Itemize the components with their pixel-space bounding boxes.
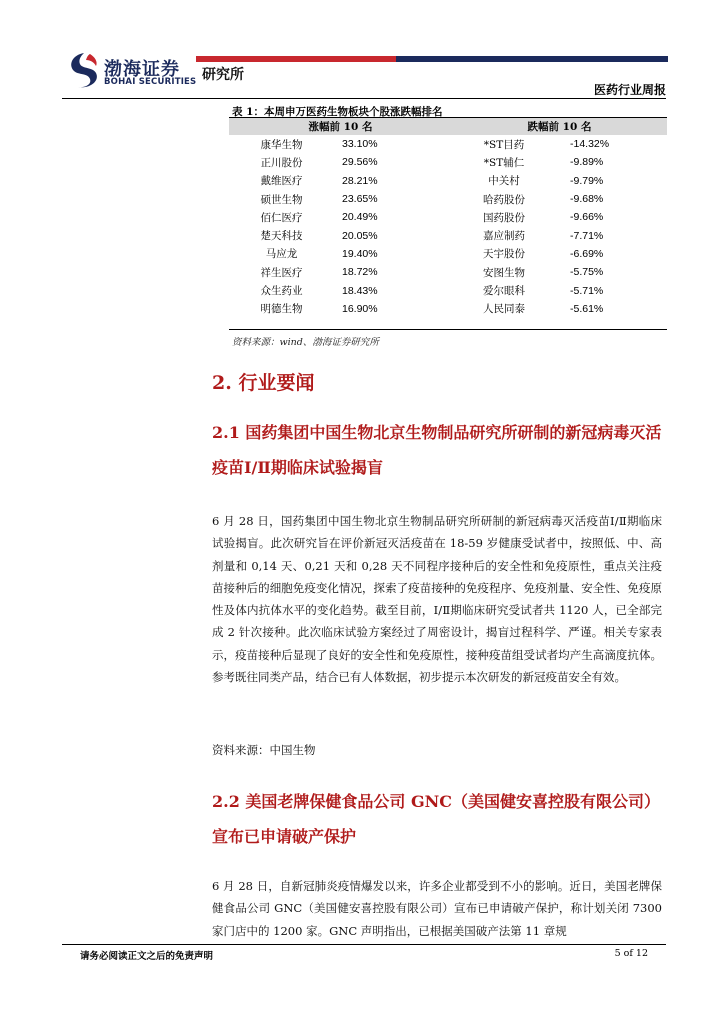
gainer-name: 戴维医疗 — [260, 175, 303, 188]
table-row — [229, 153, 667, 171]
gainer-change: 23.65% — [342, 193, 378, 206]
loser-name: *ST辅仁 — [483, 156, 525, 169]
gainer-change: 18.72% — [342, 266, 378, 279]
gainer-name: 正川股份 — [260, 156, 303, 169]
loser-change: -9.79% — [570, 174, 604, 187]
table-source: 资料来源：wind、渤海证券研究所 — [232, 337, 379, 348]
header-divider — [62, 98, 666, 99]
gainer-name: 祥生医疗 — [260, 266, 303, 279]
loser-change: -5.61% — [570, 302, 604, 315]
subsection-2-title: 2.2 美国老牌保健食品公司 GNC（美国健安喜控股有限公司）宣布已申请破产保护 — [212, 792, 661, 846]
loser-change: -6.69% — [570, 247, 604, 260]
loser-name: 中关村 — [488, 175, 520, 188]
header-color-band — [196, 56, 668, 62]
loser-name: 爱尔眼科 — [483, 285, 525, 298]
loser-name: 天宇股份 — [483, 248, 525, 261]
loser-change: -7.71% — [570, 229, 604, 242]
loser-change: -14.32% — [570, 138, 610, 151]
page-number: 5 of 12 — [614, 948, 648, 959]
gainer-name: 众生药业 — [260, 285, 303, 298]
stock-ranking-table — [229, 118, 667, 318]
table-caption: 表 1：本周申万医药生物板块个股涨跌幅排名 — [232, 106, 443, 118]
table-row — [229, 208, 667, 226]
gainers-header: 涨幅前 10 名 — [229, 118, 452, 135]
table-row — [229, 300, 667, 318]
gainer-name: 硕世生物 — [260, 193, 303, 206]
loser-name: 人民同泰 — [483, 303, 525, 316]
table-bottom-rule — [229, 329, 667, 330]
loser-change: -9.89% — [570, 156, 604, 169]
table-row — [229, 172, 667, 190]
section-title: 2. 行业要闻 — [212, 372, 315, 394]
loser-name: *ST目药 — [483, 138, 525, 151]
footer-disclaimer: 请务必阅读正文之后的免责声明 — [80, 951, 214, 962]
gainer-name: 楚天科技 — [260, 230, 303, 243]
gainer-change: 18.43% — [342, 284, 378, 297]
gainer-change: 16.90% — [342, 302, 378, 315]
loser-name: 哈药股份 — [483, 193, 525, 206]
subsection-1-title: 2.1 国药集团中国生物北京生物制品研究所研制的新冠病毒灭活疫苗Ⅰ/Ⅱ期临床试验揭盲 — [212, 423, 662, 477]
subsection-2-body: 6 月 28 日，自新冠肺炎疫情爆发以来，许多企业都受到不小的影响。近日，美国老牌保健食品公司 GNC（美国健安喜控股有限公司）宣布已申请破产保护，称计划关闭 7300 家门店中的 1200 家。GNC 声明指出，已根据美国破产法第 11 章规 — [212, 879, 662, 938]
table-row — [229, 135, 667, 153]
loser-name: 嘉应制药 — [483, 230, 525, 243]
gainer-change: 29.56% — [342, 156, 378, 169]
report-type: 医药行业周报 — [593, 83, 666, 97]
table-row — [229, 190, 667, 208]
losers-header: 跌幅前 10 名 — [452, 118, 667, 135]
loser-name: 安图生物 — [483, 266, 525, 279]
gainer-change: 33.10% — [342, 138, 378, 151]
footer-divider — [62, 944, 666, 945]
gainer-change: 20.05% — [342, 229, 378, 242]
gainer-name: 康华生物 — [260, 138, 303, 151]
gainer-change: 19.40% — [342, 247, 378, 260]
table-row — [229, 281, 667, 299]
brand-name-en: BOHAI SECURITIES — [104, 77, 197, 87]
loser-name: 国药股份 — [483, 211, 525, 224]
gainer-name: 佰仁医疗 — [260, 211, 303, 224]
table-row — [229, 245, 667, 263]
gainer-name: 马应龙 — [265, 248, 298, 261]
gainer-name: 明德生物 — [260, 303, 303, 316]
subsection-1-body: 6 月 28 日，国药集团中国生物北京生物制品研究所研制的新冠病毒灭活疫苗Ⅰ/Ⅱ期临床试验揭盲。此次研究旨在评价新冠灭活疫苗在 18-59 岁健康受试者中，按照低、中、高剂量和 0,14 天、0,21 天和 0,28 天不同程序接种后的安全性和免疫原性，重点关注疫苗接种后的细胞免疫变化情况，探索了疫苗接种的免疫程序、免疫剂量、安全性、免疫原性及体内抗体水平的变化趋势。截至目前，Ⅰ/Ⅱ期临床研究受试者共 1120 人，已全部完成 2 针次接种。此次临床试验方案经过了周密设计，揭盲过程科学、严谨。相关专家表示，疫苗接种后显现了良好的安全性和免疫原性，接种疫苗组受试者均产生高滴度抗体。参考既往同类产品，结合已有人体数据，初步提示本次研发的新冠疫苗安全有效。 — [212, 514, 662, 685]
bohai-logo-icon — [68, 51, 100, 89]
loser-change: -5.71% — [570, 284, 604, 297]
gainer-change: 28.21% — [342, 174, 378, 187]
table-row — [229, 263, 667, 281]
dept-name: 研究所 — [202, 67, 244, 83]
brand-name-cn: 渤海证券 — [104, 59, 180, 80]
loser-change: -9.68% — [570, 193, 604, 206]
loser-change: -9.66% — [570, 211, 604, 224]
gainer-change: 20.49% — [342, 211, 378, 224]
loser-change: -5.75% — [570, 266, 604, 279]
subsection-1-source: 资料来源：中国生物 — [212, 743, 316, 757]
table-row — [229, 226, 667, 244]
